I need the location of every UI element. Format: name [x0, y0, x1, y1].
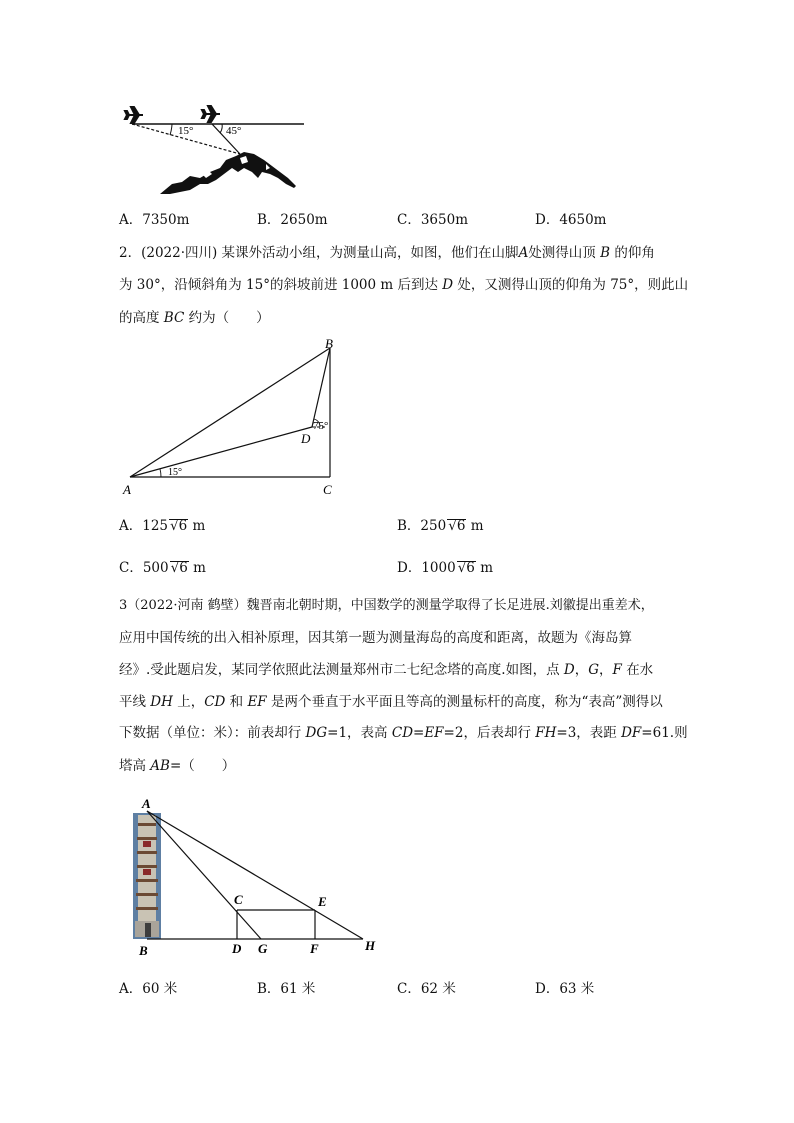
q2-label-b: B [325, 336, 333, 351]
math-var: B [600, 245, 611, 261]
option-letter: C． [397, 212, 421, 228]
q2-figure [115, 333, 345, 503]
q3-stem-line-1: 3（2022·河南 鹤壁）魏晋南北朝时期，中国数学的测量学取得了长足进展.刘徽提出重差术， [119, 598, 654, 613]
q2-option-a[interactable] [119, 514, 205, 534]
q2-stem-line-2 [119, 273, 688, 293]
q3-label-d: D [232, 941, 242, 956]
option-letter: A． [119, 212, 143, 228]
option-coef: 250 [420, 518, 447, 534]
option-letter: D． [535, 981, 560, 997]
q2-angle-75: 75° [313, 420, 329, 432]
math-var: AB [150, 758, 170, 774]
text: 在水 [626, 662, 654, 678]
tower-image [133, 813, 161, 939]
radical-icon: √6 [170, 518, 188, 534]
q3-stem-line-5 [119, 721, 688, 741]
q3-label-h: H [365, 938, 376, 953]
option-unit: m [470, 518, 484, 534]
text: 2．(2022·四川) 某课外活动小组，为测量山高，如图，他们在山脚 [119, 245, 519, 261]
option-letter: C． [397, 981, 421, 997]
q1-figure [120, 98, 320, 198]
option-radicand: 6 [466, 560, 475, 576]
q1-option-a[interactable] [119, 208, 189, 228]
math-var: D [442, 277, 454, 293]
q3-label-b: B [139, 943, 148, 958]
q2-angle-15: 15° [168, 467, 182, 478]
text: 平线 [119, 694, 146, 710]
q2-option-c[interactable] [119, 556, 206, 576]
option-letter: D． [397, 560, 422, 576]
math-var: CD=EF [391, 725, 444, 741]
radical-icon: √6 [448, 518, 466, 534]
q1-angle-45: 45° [226, 125, 242, 137]
text: 处测得山顶 [528, 245, 596, 261]
q3-option-c[interactable] [397, 977, 456, 997]
option-value: 3650m [420, 212, 469, 228]
option-value: 2650m [280, 212, 328, 228]
math-var: DF [621, 725, 642, 741]
option-unit: m [480, 560, 493, 576]
option-unit: m [193, 560, 206, 576]
q3-option-b[interactable] [257, 977, 315, 997]
text: 和 [229, 694, 244, 710]
mountain-shape [160, 152, 296, 194]
airplane-icon [202, 106, 220, 122]
text: =（ ） [169, 758, 236, 774]
math-var: G [588, 662, 600, 678]
math-var: F [612, 662, 622, 678]
q3-figure [125, 793, 390, 958]
text: 经》.受此题启发，某同学依照此法测量郑州市二七纪念塔的高度.如图，点 [119, 662, 560, 678]
q2-stem-line-3 [119, 306, 270, 326]
radical-icon: √6 [170, 560, 188, 576]
q3-stem-line-2: 应用中国传统的出入相补原理，因其第一题为测量海岛的高度和距离，故题为《海岛算 [119, 630, 632, 646]
q3-stem-line-6 [119, 754, 235, 774]
text: 的仰角 [614, 245, 655, 261]
text: =61.则 [641, 725, 688, 741]
q3-option-a[interactable] [119, 977, 177, 997]
option-letter: B． [257, 212, 281, 228]
q1-option-c[interactable] [397, 208, 468, 228]
option-radicand: 6 [178, 518, 188, 534]
option-letter: B． [257, 981, 281, 997]
option-letter: A． [119, 981, 143, 997]
text: 上， [177, 694, 205, 710]
q2-option-b[interactable] [397, 514, 484, 534]
math-var: EF [247, 694, 267, 710]
option-letter: A． [119, 518, 143, 534]
q3-label-f: F [310, 941, 319, 956]
option-value: 63 米 [559, 981, 595, 997]
text: =1，表高 [327, 725, 388, 741]
text: 塔高 [119, 758, 146, 774]
math-var: A [518, 245, 529, 261]
option-radicand: 6 [179, 560, 188, 576]
math-var: CD [204, 694, 226, 710]
text: =2，后表却行 [443, 725, 531, 741]
q2-label-d: D [301, 431, 311, 446]
q3-label-g: G [258, 941, 268, 956]
option-unit: m [192, 518, 206, 534]
text: 约为（ ） [188, 310, 270, 326]
option-letter: C． [119, 560, 143, 576]
text: 下数据（单位：米）：前表却行 [119, 725, 302, 741]
q2-option-d[interactable] [397, 556, 493, 576]
math-var: BC [163, 310, 185, 326]
option-value: 7350m [142, 212, 190, 228]
option-radicand: 6 [456, 518, 466, 534]
text: 是两个垂直于水平面且等高的测量标杆的高度，称为“表高”测得以 [270, 694, 663, 710]
radical-icon: √6 [457, 560, 475, 576]
q2-stem-line-1 [119, 241, 655, 261]
option-coef: 125 [142, 518, 169, 534]
text: 为 30°，沿倾斜角为 15°的斜坡前进 1000 m 后到达 [119, 277, 438, 293]
q3-option-d[interactable] [535, 977, 594, 997]
option-value: 4650m [559, 212, 607, 228]
text: =3，表距 [556, 725, 617, 741]
option-coef: 1000 [421, 560, 456, 576]
q3-label-e: E [318, 894, 327, 909]
option-letter: B． [397, 518, 421, 534]
option-coef: 500 [142, 560, 169, 576]
option-letter: D． [535, 212, 560, 228]
option-value: 61 米 [280, 981, 316, 997]
option-value: 60 米 [142, 981, 178, 997]
math-var: DG [305, 725, 328, 741]
q3-stem-line-3: 经》.受此题启发，某同学依照此法测量郑州市二七纪念塔的高度.如图，点 D，G，F 在水 [119, 662, 654, 678]
q2-label-c: C [323, 482, 332, 497]
math-var: DH [150, 694, 173, 710]
q1-angle-15: 15° [178, 125, 194, 137]
math-var: FH [535, 725, 557, 741]
q3-label-a: A [142, 796, 151, 811]
option-value: 62 米 [420, 981, 456, 997]
math-var: D [563, 662, 575, 678]
text: 的高度 [119, 310, 160, 326]
text: 处，又测得山顶的仰角为 75°，则此山 [457, 277, 689, 293]
q3-label-c: C [234, 892, 243, 907]
q1-option-d[interactable] [535, 208, 607, 228]
airplane-icon [125, 107, 143, 123]
q3-stem-line-4 [119, 690, 663, 710]
q1-option-b[interactable] [257, 208, 328, 228]
q2-label-a: A [123, 482, 131, 497]
